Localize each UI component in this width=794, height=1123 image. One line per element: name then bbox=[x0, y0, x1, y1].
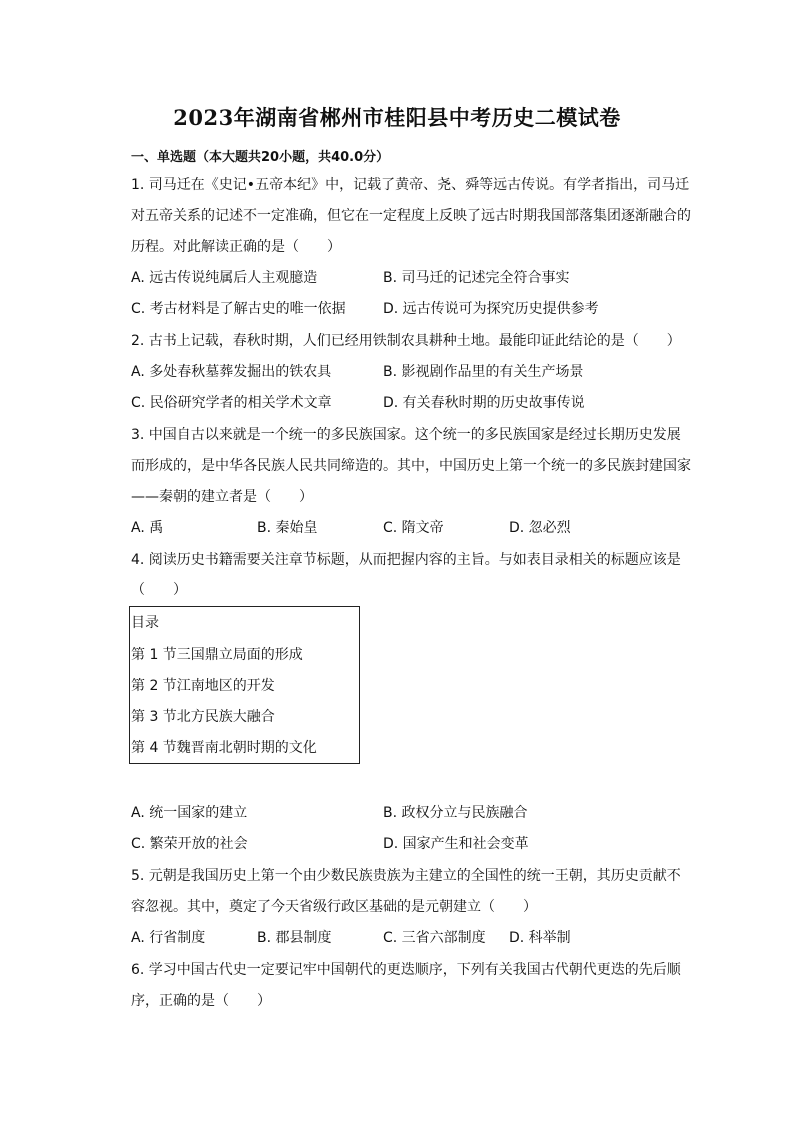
question-6-line-1: 6. 学习中国古代史一定要记牢中国朝代的更迭顺序，下列有关我国古代朝代更迭的先后顺 bbox=[131, 962, 681, 978]
question-3-option-b: B. 秦始皇 bbox=[257, 520, 318, 536]
question-4-line-2: （ ） bbox=[131, 582, 187, 598]
page-title: 2023年湖南省郴州市桂阳县中考历史二模试卷 bbox=[173, 105, 621, 130]
question-4-line-1: 4. 阅读历史书籍需要关注章节标题，从而把握内容的主旨。与如表目录相关的标题应该是 bbox=[131, 552, 681, 568]
question-4-option-c: C. 繁荣开放的社会 bbox=[131, 836, 248, 852]
question-3-option-c: C. 隋文帝 bbox=[383, 520, 444, 536]
question-2-option-b: B. 影视剧作品里的有关生产场景 bbox=[383, 364, 584, 380]
question-1-line-3: 历程。对此解读正确的是（ ） bbox=[131, 239, 341, 255]
toc-item: 第 2 节江南地区的开发 bbox=[131, 678, 275, 694]
table-of-contents-box bbox=[129, 606, 360, 764]
question-5-line-1: 5. 元朝是我国历史上第一个由少数民族贵族为主建立的全国性的统一王朝，其历史贡献不 bbox=[131, 868, 681, 884]
section-heading: 一、单选题（本大题共20小题，共40.0分） bbox=[131, 150, 390, 165]
question-5-option-c: C. 三省六部制度 bbox=[383, 930, 486, 946]
question-6-line-2: 序，正确的是（ ） bbox=[131, 993, 271, 1009]
question-3-option-a: A. 禹 bbox=[131, 520, 164, 536]
question-5-option-b: B. 郡县制度 bbox=[257, 930, 332, 946]
toc-item: 第 1 节三国鼎立局面的形成 bbox=[131, 647, 303, 663]
question-1-option-d: D. 远古传说可为探究历史提供参考 bbox=[383, 301, 599, 317]
question-5-option-d: D. 科举制 bbox=[509, 930, 571, 946]
question-1-option-c: C. 考古材料是了解古史的唯一依据 bbox=[131, 301, 346, 317]
question-1-option-a: A. 远古传说纯属后人主观臆造 bbox=[131, 270, 318, 286]
question-1-line-1: 1. 司马迁在《史记•五帝本纪》中，记载了黄帝、尧、舜等远古传说。有学者指出，司马迁 bbox=[131, 177, 690, 193]
question-5-line-2: 容忽视。其中，奠定了今天省级行政区基础的是元朝建立（ ） bbox=[131, 899, 537, 915]
question-2-option-c: C. 民俗研究学者的相关学术文章 bbox=[131, 395, 332, 411]
question-4-option-d: D. 国家产生和社会变革 bbox=[383, 836, 529, 852]
question-3-line-3: ——秦朝的建立者是（ ） bbox=[131, 489, 313, 505]
toc-item: 第 4 节魏晋南北朝时期的文化 bbox=[131, 740, 317, 756]
question-4-option-a: A. 统一国家的建立 bbox=[131, 805, 248, 821]
toc-heading: 目录 bbox=[131, 615, 159, 631]
question-2-option-d: D. 有关春秋时期的历史故事传说 bbox=[383, 395, 585, 411]
question-1-option-b: B. 司马迁的记述完全符合事实 bbox=[383, 270, 570, 286]
toc-item: 第 3 节北方民族大融合 bbox=[131, 709, 275, 725]
question-2-option-a: A. 多处春秋墓葬发掘出的铁农具 bbox=[131, 364, 332, 380]
question-5-option-a: A. 行省制度 bbox=[131, 930, 206, 946]
question-4-option-b: B. 政权分立与民族融合 bbox=[383, 805, 528, 821]
question-2-line-1: 2. 古书上记载，春秋时期，人们已经用铁制农具耕种土地。最能印证此结论的是（ ） bbox=[131, 333, 681, 349]
question-3-option-d: D. 忽必烈 bbox=[509, 520, 571, 536]
question-1-line-2: 对五帝关系的记述不一定准确，但它在一定程度上反映了远古时期我国部落集团逐渐融合的 bbox=[131, 208, 691, 224]
question-3-line-1: 3. 中国自古以来就是一个统一的多民族国家。这个统一的多民族国家是经过长期历史发展 bbox=[131, 427, 681, 443]
question-3-line-2: 而形成的，是中华各民族人民共同缔造的。其中，中国历史上第一个统一的多民族封建国家 bbox=[131, 458, 691, 474]
